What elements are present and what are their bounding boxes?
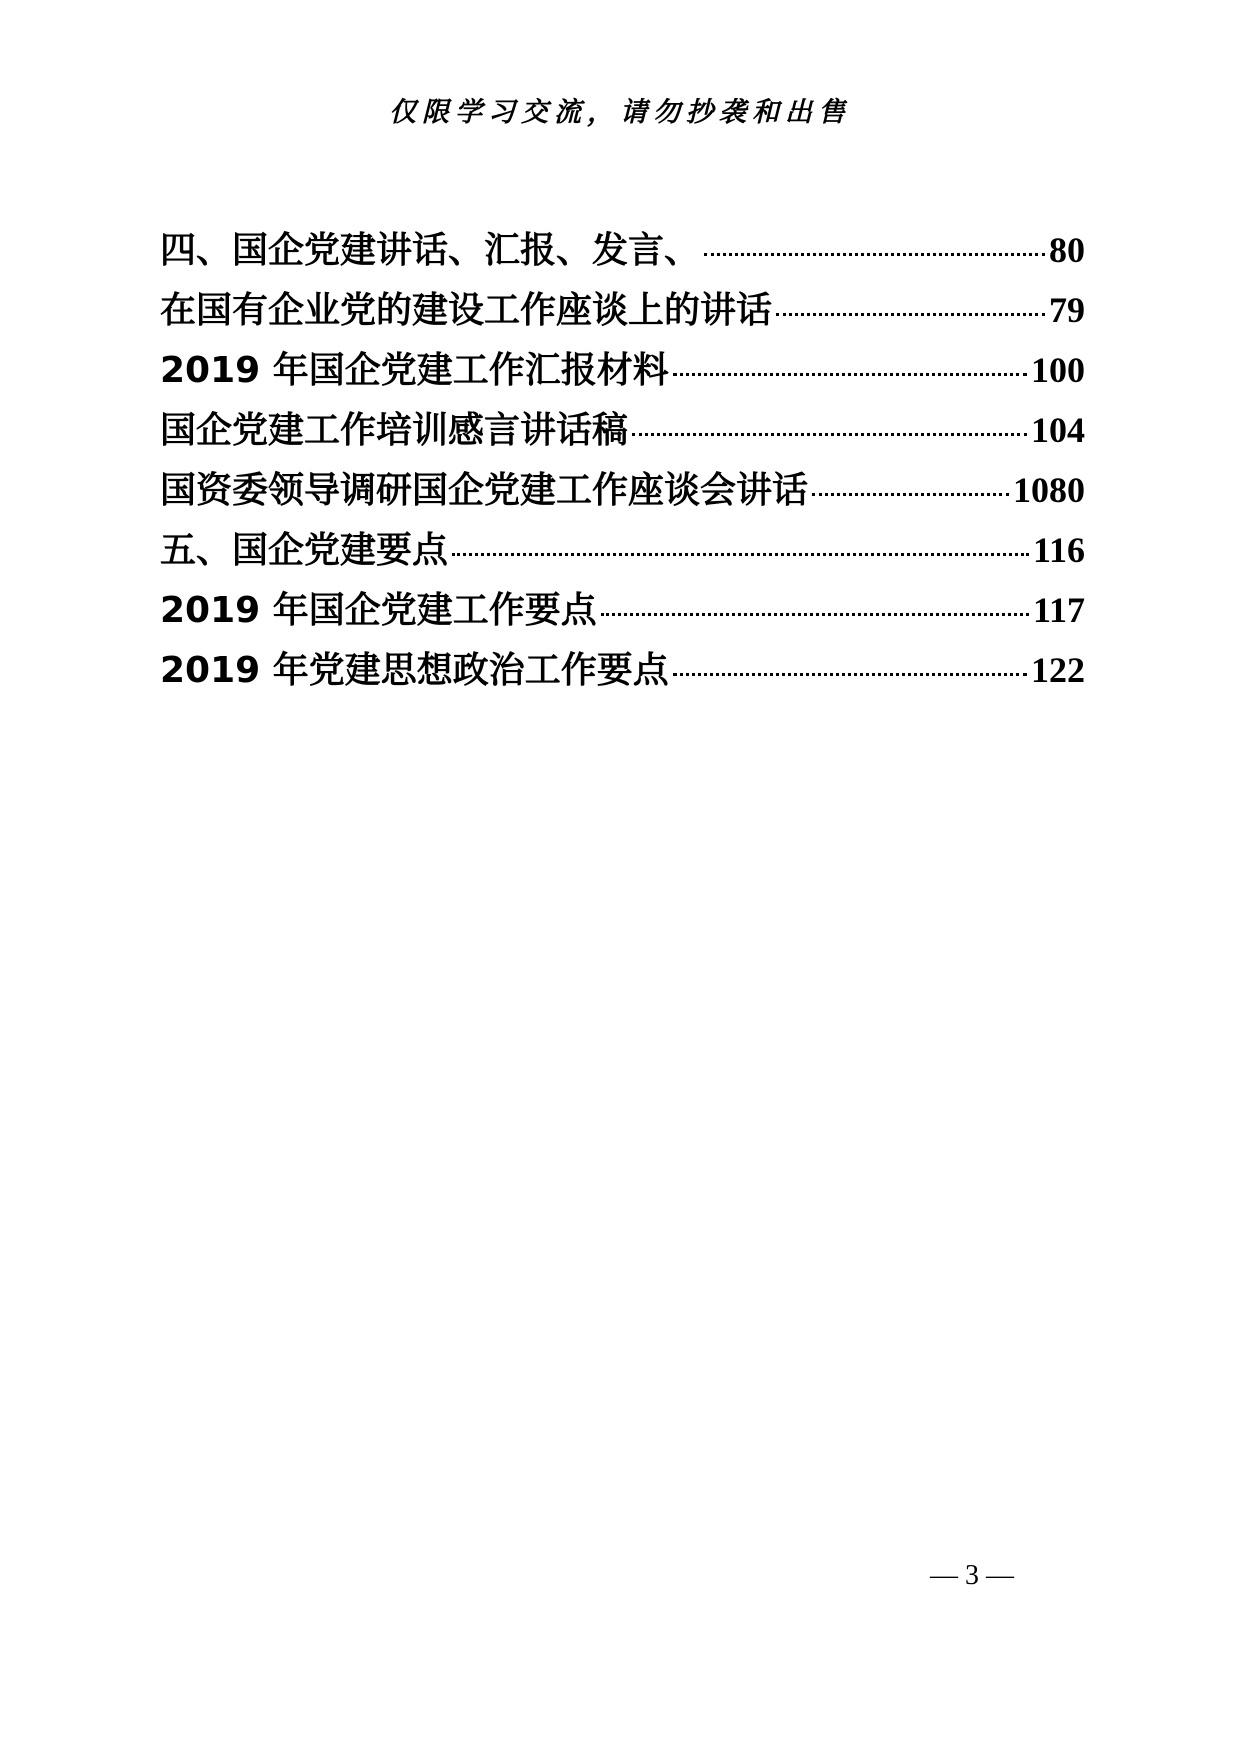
toc-entry-page: 104 [1031, 410, 1085, 450]
toc-entry-page: 117 [1032, 590, 1085, 630]
toc-entry-title: 国资委领导调研国企党建工作座谈会讲话 [160, 470, 809, 511]
toc-dot-leader [452, 553, 1029, 556]
toc-dot-leader [632, 433, 1027, 436]
toc-entry-title: 四、国企党建讲话、汇报、发言、 [160, 230, 701, 271]
toc-entry-title: 五、国企党建要点 [160, 530, 449, 571]
toc-entry-page: 79 [1049, 290, 1085, 330]
toc-dot-leader [673, 373, 1027, 376]
toc-entry[interactable] [160, 642, 1085, 702]
toc-entry[interactable] [160, 402, 1085, 462]
page-number-footer: — 3 — [930, 1560, 1014, 1591]
toc-entry[interactable] [160, 342, 1085, 402]
toc-entry-title: 2019 年国企党建工作要点 [160, 590, 597, 631]
toc-entry-page: 122 [1031, 650, 1085, 690]
toc-entry-page: 116 [1032, 530, 1085, 570]
toc-entry-title: 国企党建工作培训感言讲话稿 [160, 410, 629, 451]
toc-entry[interactable] [160, 582, 1085, 642]
toc-entry[interactable] [160, 462, 1085, 522]
toc-dot-leader [812, 493, 1009, 496]
toc-dot-leader [776, 313, 1045, 316]
page-header-notice: 仅限学习交流，请勿抄袭和出售 [389, 97, 851, 128]
toc-entry[interactable] [160, 522, 1085, 582]
toc-dot-leader [601, 613, 1029, 616]
toc-dot-leader [704, 253, 1045, 256]
toc-entry-page: 1080 [1013, 470, 1085, 510]
toc-entry-title: 在国有企业党的建设工作座谈上的讲话 [160, 290, 773, 331]
toc-entry-title: 2019 年国企党建工作汇报材料 [160, 350, 669, 391]
table-of-contents [160, 222, 1085, 702]
toc-entry-page: 100 [1031, 350, 1085, 390]
toc-entry-page: 80 [1049, 230, 1085, 270]
toc-entry[interactable] [160, 282, 1085, 342]
toc-dot-leader [673, 673, 1027, 676]
toc-entry[interactable] [160, 222, 1085, 282]
toc-entry-title: 2019 年党建思想政治工作要点 [160, 650, 669, 691]
